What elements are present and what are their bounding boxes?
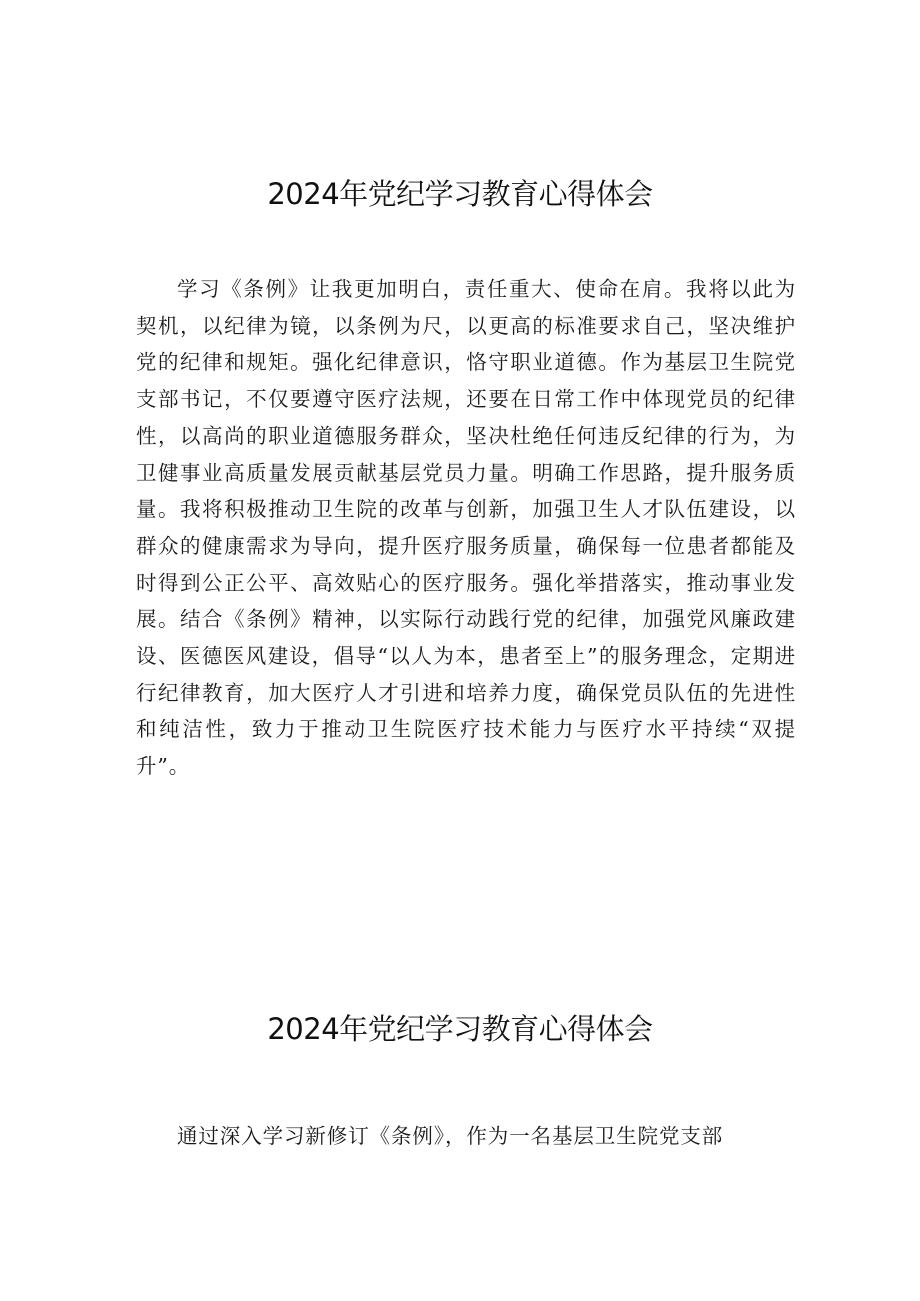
section-paragraph-2: 通过深入学习新修订《条例》，作为一名基层卫生院党支部 (177, 1124, 724, 1148)
section-title-2: 2024年党纪学习教育心得体会 (267, 1012, 653, 1046)
section-title-1: 2024年党纪学习教育心得体会 (267, 177, 653, 211)
section-paragraph-1: 学习《条例》让我更加明白，责任重大、使命在肩。我将以此为契机，以纪律为镜，以条例为尺，以更高的标准要求自己，坚决维护党的纪律和规矩。强化纪律意识，恪守职业道德。作为基层卫生院党支部书记，不仅要遵守医疗法规，还要在日常工作中体现党员的纪律性，以高尚的职业道德服务群众，坚决杜绝任何违反纪律的行为，为卫健事业高质量发展贡献基层党员力量。明确工作思路，提升服务质量。我将积极推动卫生院的改革与创新，加强卫生人才队伍建设，以群众的健康需求为导向，提升医疗服务质量，确保每一位患者都能及时得到公正公平、高效贴心的医疗服务。强化举措落实，推动事业发展。结合《条例》精神，以实际行动践行党的纪律，加强党风廉政建设、医德医风建设，倡导“以人为本，患者至上”的服务理念，定期进行纪律教育，加大医疗人才引进和培养力度，确保党员队伍的先进性和纯洁性，致力于推动卫生院医疗技术能力与医疗水平持续“双提升”。 (136, 277, 796, 779)
